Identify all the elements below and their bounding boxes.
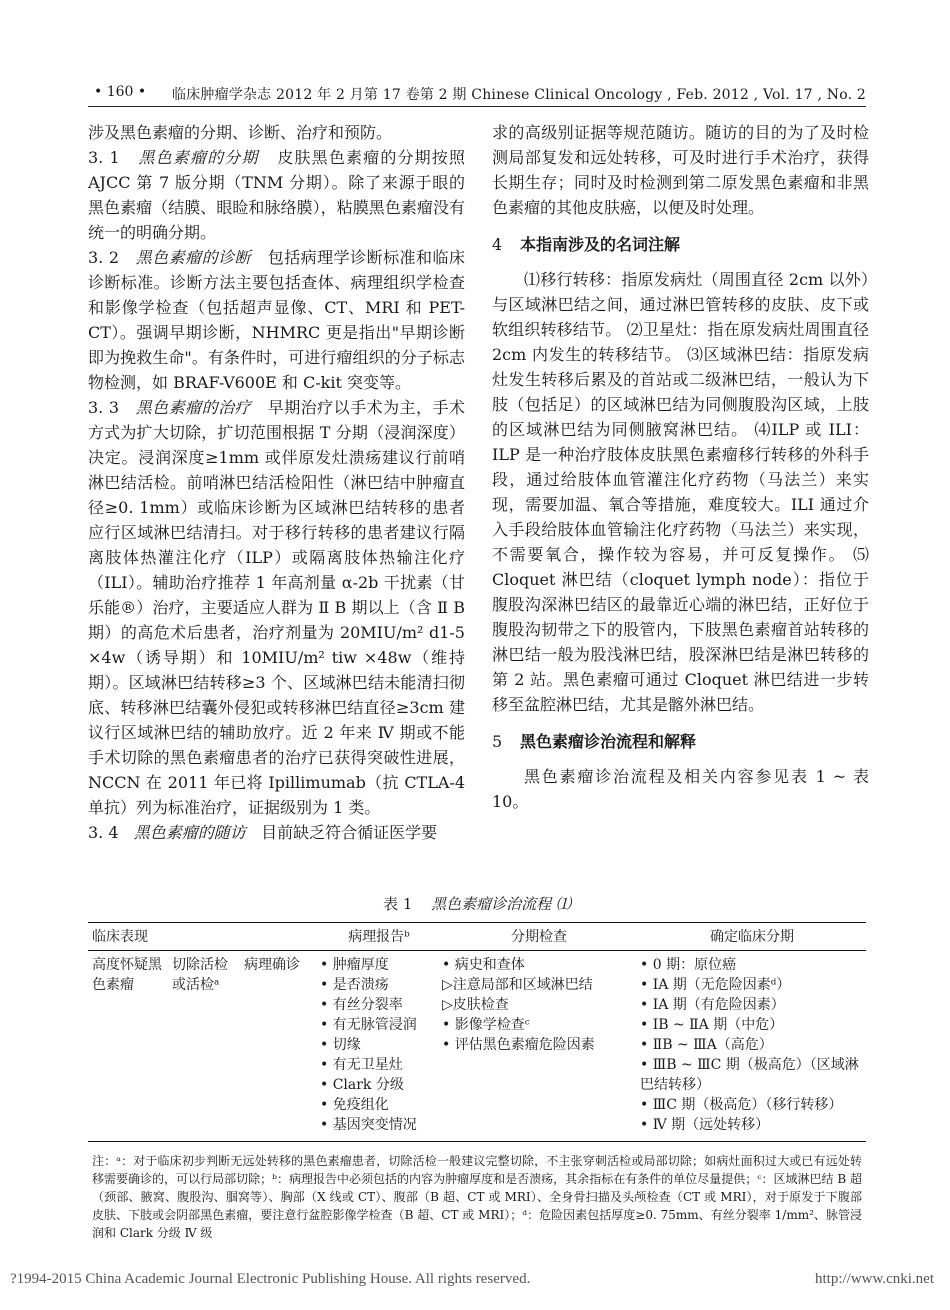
- copyright-notice: ?1994-2015 China Academic Journal Electronic Publishing House. All rights reserved.: [10, 1271, 531, 1287]
- section-number: 3. 2: [88, 248, 120, 267]
- table-name: 黑色素瘤诊治流程 ⑴: [431, 895, 571, 913]
- cell-clinical: 高度怀疑黑色素瘤: [88, 951, 170, 1142]
- section-3-3: [88, 395, 465, 820]
- table-notes: 注：ᵃ：对于临床初步判断无远处转移的黑色素瘤患者，切除活检一般建议完整切除，不主张穿刺活检或局部切除；如病灶面积过大或已有远处转移需要确诊的，可以行局部切除；ᵇ：病理报告中必须包括的内容为肿瘤厚度和是否溃疡，其余指标在有条件的单位尽量提供；ᶜ：区域淋巴结 B 超（颈部、腋窝、腹股沟、腘窝等）、胸部（X 线或 CT）、腹部（B 超、CT 或 MRI）、全身骨扫描及头颅检查（CT 或 MRI），对于原发于下腹部皮肤、下肢或会阴部黑色素瘤，要注意行盆腔影像学检查（B 超、CT 或 MRI）；ᵈ：危险因素包括厚度≥0. 75mm、有丝分裂率 1/mm²、脉管浸润和 Clark 分级 Ⅳ 级: [92, 1154, 862, 1240]
- page-number: • 160 •: [94, 84, 147, 100]
- paragraph-followup-cont: 求的高级别证据等规范随访。随访的目的为了及时检测局部复发和远处转移，可及时进行手术治疗，获得长期生存；同时及时检测到第二原发黑色素瘤和非黑色素瘤的其他皮肤癌，以便及时处理。: [492, 123, 869, 217]
- list-item: • 有无脉管浸润: [320, 1017, 417, 1033]
- list-item: • ⅠA 期（无危险因素ᵈ）: [640, 977, 791, 993]
- cell-biopsy: 切除活检或活检ᵃ: [170, 951, 242, 1142]
- journal-running-title: 临床肿瘤学杂志 2012 年 2 月第 17 卷第 2 期 Chinese Clinical Oncology , Feb. 2012 , Vol. 17 , No. 2: [171, 87, 866, 103]
- cell-staging-exam-list: [440, 951, 638, 1142]
- heading-section-4: [492, 232, 869, 257]
- list-item: • ⅠA 期（有危险因素）: [640, 997, 785, 1013]
- paragraph-table-ref: 黑色素瘤诊治流程及相关内容参见表 1 ~ 表 10。: [492, 767, 869, 811]
- heading-number: 5: [492, 732, 503, 751]
- list-item: ▷注意局部和区域淋巴结: [442, 977, 593, 993]
- list-item: • 评估黑色素瘤危险因素: [442, 1037, 595, 1053]
- section-title: 黑色素瘤的随访: [133, 823, 246, 842]
- list-item: • 影像学检查ᶜ: [442, 1017, 530, 1033]
- section-number: 3. 3: [88, 398, 120, 417]
- section-title: 黑色素瘤的分期: [138, 148, 259, 167]
- section-3-1: [88, 145, 465, 245]
- list-item: • ⅢC 期（极高危）（移行转移）: [640, 1097, 843, 1113]
- list-item: • 切缘: [320, 1037, 361, 1053]
- table-header-row: [88, 923, 866, 951]
- list-item: • Clark 分级: [320, 1077, 404, 1093]
- section-3-2: [88, 245, 465, 395]
- section-title: 黑色素瘤的诊断: [135, 248, 252, 267]
- list-item: • 病史和查体: [442, 957, 525, 973]
- cell-clinical-stage-list: [638, 951, 866, 1142]
- paragraph-intro-cont: 涉及黑色素瘤的分期、诊断、治疗和预防。: [88, 123, 393, 142]
- paragraph-terms: ⑴移行转移：指原发病灶（周围直径 2cm 以外）与区域淋巴结之间，通过淋巴管转移的皮肤、皮下或软组织转移结节。 ⑵卫星灶：指在原发病灶周围直径 2cm 内发生的转移结节。 ⑶区域淋巴结：指原发病灶发生转移后累及的首站或二级淋巴结，一般认为下肢（包括足）的区域淋巴结为同侧腹股沟区域，上肢的区域淋巴结为同侧腋窝淋巴结。 ⑷ILP 或 ILI：ILP 是一种治疗肢体皮肤黑色素瘤移行转移的外科手段，通过给肢体血管灌注化疗药物（马法兰）来实现，需要加温、氧合等措施，难度较大。ILI 通过介入手段给肢体血管输注化疗药物（马法兰）来实现，不需要氧合，操作较为容易，并可反复操作。 ⑸ Cloquet 淋巴结（cloquet lymph node）：指位于腹股沟深淋巴结区的最靠近心端的淋巴结，正好位于腹股沟韧带之下的股管内，下肢黑色素瘤首站转移的淋巴结一般为股浅淋巴结，股深淋巴结是淋巴转移的第 2 站。黑色素瘤可通过 Cloquet 淋巴结进一步转移至盆腔淋巴结，尤其是髂外淋巴结。: [492, 270, 869, 714]
- right-column: [492, 120, 869, 814]
- cell-pathology-list: [318, 951, 440, 1142]
- list-item: • Ⅳ 期（远处转移）: [640, 1117, 770, 1133]
- header-clinical: 临床表现: [88, 923, 318, 951]
- section-title: 黑色素瘤的治疗: [135, 398, 252, 417]
- list-item: ▷皮肤检查: [442, 997, 509, 1013]
- section-number: 3. 4: [88, 823, 119, 842]
- left-column: [88, 120, 465, 845]
- section-text: 目前缺乏符合循证医学要: [261, 823, 438, 842]
- heading-section-5: [492, 729, 869, 754]
- table-1: [88, 893, 866, 1242]
- list-item: • 有无卫星灶: [320, 1057, 403, 1073]
- list-item: • ⅠB ~ ⅡA 期（中危）: [640, 1017, 784, 1033]
- table-caption: [88, 893, 866, 914]
- table-label: 表 1: [383, 895, 413, 913]
- header-clinical-stage: 确定临床分期: [638, 923, 866, 951]
- section-text: 皮肤黑色素瘤的分期按照 AJCC 第 7 版分期（TNM 分期）。除了来源于眼的黑色素瘤（结膜、眼睑和脉络膜），粘膜黑色素瘤没有统一的明确分期。: [88, 148, 465, 242]
- section-text: 早期治疗以手术为主，手术方式为扩大切除，扩切范围根据 T 分期（浸润深度）决定。浸润深度≥1mm 或伴原发灶溃疡建议行前哨淋巴结活检。前哨淋巴结活检阳性（淋巴结中肿瘤直径≥0. 1mm）或临床诊断为区域淋巴结转移的患者应行区域淋巴结清扫。对于移行转移的患者建议行隔离肢体热灌注化疗（ILP）或隔离肢体热输注化疗（ILI）。辅助治疗推荐 1 年高剂量 α-2b 干扰素（甘乐能®）治疗，主要适应人群为 Ⅱ B 期以上（含 Ⅱ B 期）的高危术后患者，治疗剂量为 20MIU/m² d1-5 ×4w（诱导期）和 10MIU/m² tiw ×48w（维持期）。区域淋巴结转移≥3 个、区域淋巴结未能清扫彻底、转移淋巴结囊外侵犯或转移淋巴结直径≥3cm 建议行区域淋巴结的辅助放疗。近 2 年来 Ⅳ 期或不能手术切除的黑色素瘤患者的治疗已获得突破性进展，NCCN 在 2011 年已将 Ipillimumab（抗 CTLA-4 单抗）列为标准治疗，证据级别为 1 类。: [88, 398, 465, 817]
- website-link[interactable]: http://www.cnki.net: [814, 1271, 934, 1287]
- list-item: • 是否溃疡: [320, 977, 389, 993]
- list-item: • 0 期：原位癌: [640, 957, 737, 973]
- list-item: • 免疫组化: [320, 1097, 389, 1113]
- diagnosis-flow-table: [88, 922, 866, 1142]
- list-item: • ⅡB ~ ⅢA（高危）: [640, 1037, 773, 1053]
- list-item: • ⅢB ~ ⅢC 期（极高危）（区域淋巴结转移）: [640, 1057, 859, 1093]
- heading-title: 黑色素瘤诊治流程和解释: [520, 732, 697, 751]
- list-item: • 基因突变情况: [320, 1117, 417, 1133]
- header-pathology: 病理报告ᵇ: [318, 923, 440, 951]
- header-staging-exam: 分期检查: [440, 923, 638, 951]
- table-row: [88, 951, 866, 1142]
- page-header: [88, 82, 866, 107]
- list-item: • 肿瘤厚度: [320, 957, 389, 973]
- cell-confirm: 病理确诊: [242, 951, 318, 1142]
- heading-title: 本指南涉及的名词注解: [520, 235, 681, 254]
- section-number: 3. 1: [88, 148, 120, 167]
- heading-number: 4: [492, 235, 503, 254]
- list-item: • 有丝分裂率: [320, 997, 403, 1013]
- section-text: 包括病理学诊断标准和临床诊断标准。诊断方法主要包括查体、病理组织学检查和影像学检查（包括超声显像、CT、MRI 和 PET-CT）。强调早期诊断，NHMRC 更是指出"早期诊断即为挽救生命"。有条件时，可进行瘤组织的分子标志物检测，如 BRAF-V600E 和 C-kit 突变等。: [88, 248, 465, 392]
- section-3-4: [88, 820, 465, 845]
